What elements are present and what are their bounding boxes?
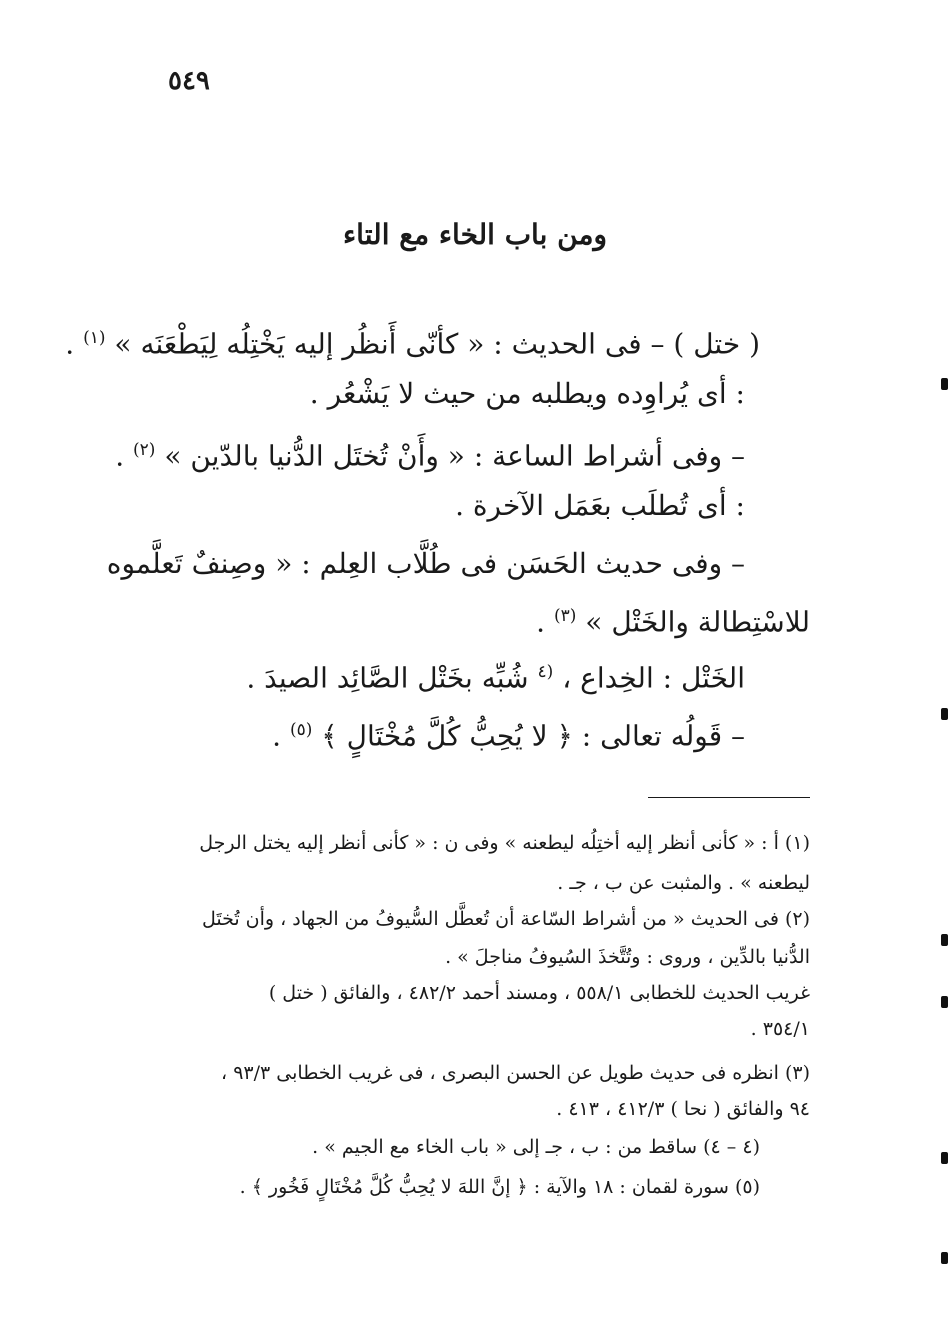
scan-edge-mark — [941, 1152, 948, 1164]
footnote-line: الدُّنيا بالدِّين ، وروى : وتُتَّخذَ السُيوفُ مناجلَ » . — [445, 946, 810, 968]
footnote-line: (٤ – ٤) ساقط من : ب ، جـ إلى « باب الخاء مع الجيم » . — [312, 1136, 760, 1158]
scan-edge-mark — [941, 378, 948, 390]
scan-edge-mark — [941, 708, 948, 720]
scan-edge-mark — [941, 1252, 948, 1264]
body-line: ( ختل ) – فى الحديث : « كأنّى أَنظُر إليه يَخْتِلُه لِيَطْعَنَه » $^{(١)}$ . — [65, 327, 760, 361]
footnote-divider — [648, 797, 810, 798]
footnote-line: (٢) فى الحديث « من أشراط السّاعة أن تُعطَّل السُّيوفُ من الجهاد ، وأن تُختَل — [201, 908, 810, 930]
body-line: – وفى أشراط الساعة : « وأَنْ تُختَل الدُّنيا بالدّين » $^{(٢)}$ . — [115, 439, 745, 473]
body-line: – قَولُه تعالى : ﴿ لا يُحِبُّ كُلَّ مُخْتَالٍ ﴾ $^{(٥)}$ . — [272, 719, 745, 753]
footnote-line: ٣٥٤/١ . — [750, 1018, 810, 1040]
body-line: : أى تُطلَب بعَمَل الآخرة . — [455, 489, 745, 522]
footnote-line: ٩٤ والفائق ( نحا ) ٤١٢/٣ ، ٤١٣ . — [556, 1098, 810, 1120]
chapter-title: ومن باب الخاء مع التاء — [343, 218, 607, 251]
page-number: ٥٤٩ — [168, 66, 210, 96]
scan-edge-mark — [941, 996, 948, 1008]
body-line: الخَتْل : الخِداع ، $^{(٤}$ شُبِّه بخَتْل الصَّائِد الصيدَ . — [246, 661, 745, 695]
footnote-line: (١) أ : « كأنى أنظر إليه أختِلُه ليطعنه » وفى ن : « كأنى أنظر إليه يختل الرجل — [199, 832, 810, 854]
body-line: للاسْتِطالة والخَتْل » $^{(٣)}$ . — [536, 605, 810, 639]
scan-edge-mark — [941, 934, 948, 946]
body-line: – وفى حديث الحَسَن فى طُلَّاب العِلم : « وصِنفٌ تَعلَّموه — [106, 547, 745, 580]
footnote-line: (٣) انظره فى حديث طويل عن الحسن البصرى ، فى غريب الخطابى ٩٣/٣ ، — [221, 1062, 810, 1084]
footnote-line: (٥) سورة لقمان : ١٨ والآية : ﴿ إنَّ اللهَ لا يُحِبُّ كُلَّ مُخْتَالٍ فَخُور ﴾ . — [239, 1176, 760, 1198]
body-line: : أى يُراوِده ويطلبه من حيث لا يَشْعُر . — [309, 377, 745, 410]
footnote-line: ليطعنه » . والمثبت عن ب ، جـ . — [557, 872, 810, 894]
footnote-line: غريب الحديث للخطابى ٥٥٨/١ ، ومسند أحمد ٤٨٢/٢ ، والفائق ( ختل ) — [268, 982, 810, 1004]
